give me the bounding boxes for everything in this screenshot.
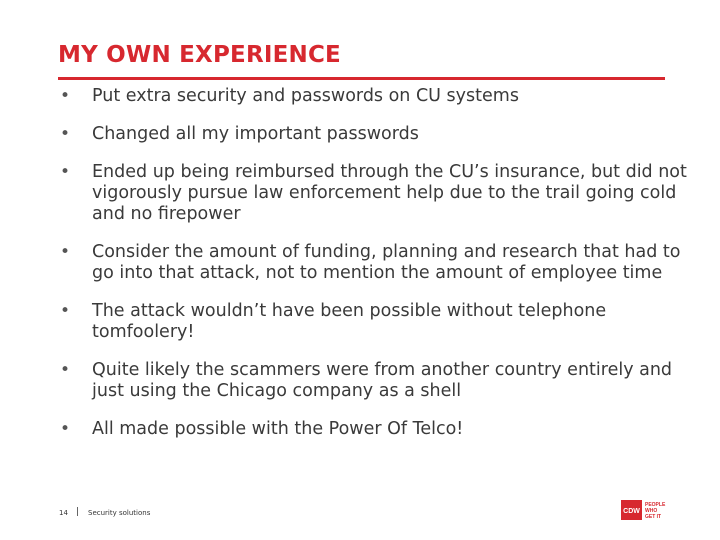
bullet-item xyxy=(60,242,700,284)
slide-title: MY OWN EXPERIENCE xyxy=(58,42,341,68)
logo-tagline-1: PEOPLE xyxy=(645,502,666,508)
bullet-marker: • xyxy=(60,360,71,380)
bullet-item xyxy=(60,419,700,440)
bullet-text: The attack wouldn’t have been possible without telephone tomfoolery! xyxy=(92,301,607,342)
bullet-text: Consider the amount of funding, planning and research that had to go into that attack, not to mention the amount of employee time xyxy=(92,242,681,283)
page-number: 14 xyxy=(59,509,68,517)
bullet-marker: • xyxy=(60,419,71,439)
logo-mark: CDW xyxy=(623,508,640,515)
bullet-text: Changed all my important passwords xyxy=(92,124,419,144)
footer-separator: | xyxy=(76,507,80,517)
logo-tagline-3: GET IT xyxy=(645,514,662,520)
bullet-marker: • xyxy=(60,86,71,106)
bullet-item xyxy=(60,360,700,402)
title-rule xyxy=(58,77,665,80)
bullet-item xyxy=(60,301,700,343)
bullet-item xyxy=(60,124,700,145)
bullet-marker: • xyxy=(60,124,71,144)
bullet-marker: • xyxy=(60,242,71,262)
bullet-text: Put extra security and passwords on CU systems xyxy=(92,86,519,106)
footer-label: Security solutions xyxy=(88,509,151,517)
bullet-item xyxy=(60,86,700,107)
bullet-list xyxy=(60,86,700,457)
cdw-logo xyxy=(621,498,667,522)
logo-tagline-2: WHO xyxy=(645,508,658,514)
bullet-text: All made possible with the Power Of Telco! xyxy=(92,419,464,439)
bullet-text: Quite likely the scammers were from another country entirely and just using the Chicago company as a shell xyxy=(92,360,673,401)
bullet-marker: • xyxy=(60,162,71,182)
bullet-text: Ended up being reimbursed through the CU’s insurance, but did not vigorously pursue law enforcement help due to the trail going cold and no firepower xyxy=(92,162,687,224)
bullet-marker: • xyxy=(60,301,71,321)
bullet-item xyxy=(60,162,700,225)
